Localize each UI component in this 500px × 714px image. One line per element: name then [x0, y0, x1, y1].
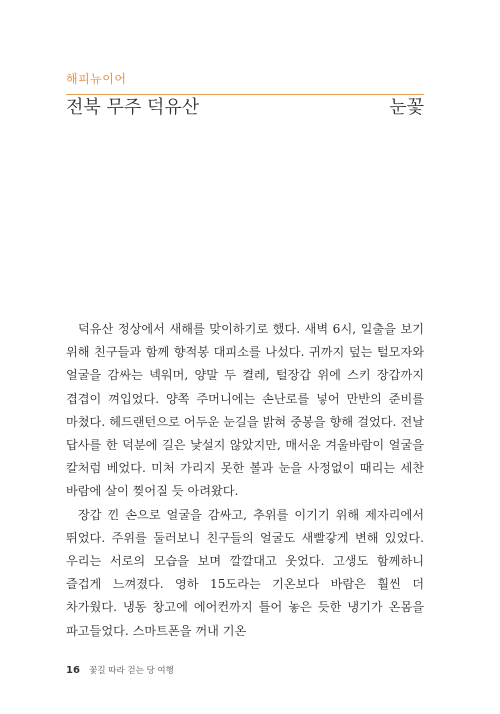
paragraph: 장갑 낀 손으로 얼굴을 감싸고, 추위를 이기기 위해 제자리에서 뛰었다. 주위를 둘러보니 친구들의 얼굴도 새빨갛게 변해 있었다. 우리는 서로의 모습을 보며 깔깔대고 웃었다. 고생도 함께하니 즐겁게 느껴졌다. 영하 15도라는 기온보다 바람은 훨씬 더 차가웠다. 냉동 창고에 에어컨까지 틀어 놓은 듯한 냉기가 온몸을 파고들었다. 스마트폰을 꺼내 기온: [66, 507, 424, 638]
chapter-title: 전북 무주 덕유산: [66, 97, 200, 118]
paragraph: 덕유산 정상에서 새해를 맞이하기로 했다. 새벽 6시, 일출을 보기 위해 친구들과 함께 향적봉 대피소를 나섰다. 귀까지 덮는 털모자와 얼굴을 감싸는 넥워머, 양말 두 켤레, 털장갑 위에 스키 장갑까지 겹겹이 껴입었다. 양쪽 주머니에는 손난로를 넣어 만반의 준비를 마쳤다. 헤드랜턴으로 어두운 눈길을 밝혀 중봉을 향해 걸었다. 전날 답사를 한 덕분에 길은 낯설지 않았지만, 매서운 겨울바람이 얼굴을 칼처럼 베었다. 미처 가리지 못한 볼과 눈을 사정없이 때리는 세찬 바람에 살이 찢어질 듯 아려왔다.: [66, 322, 424, 499]
body-text: [66, 318, 424, 643]
chapter-subtitle: 눈꽃: [389, 97, 424, 118]
page-footer: [66, 664, 174, 676]
page-number: 16: [66, 665, 80, 676]
section-label: 해피뉴이어: [66, 72, 127, 86]
running-book-title: 꽃길 따라 걷는 당 여행: [89, 666, 174, 676]
header-rule: [66, 94, 424, 95]
